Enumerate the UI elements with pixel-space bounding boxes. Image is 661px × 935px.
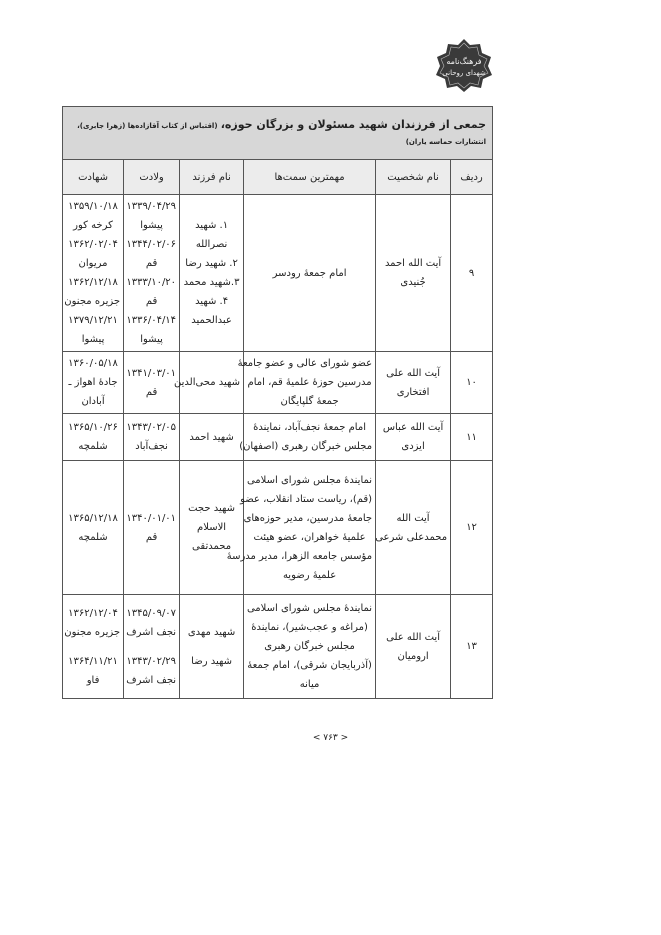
text-line: نجف‌آباد: [135, 441, 168, 452]
cell-child: [180, 595, 244, 699]
text-line: ۴. شهید: [195, 296, 229, 307]
spacer: [127, 642, 176, 652]
cell-child: [174, 352, 244, 414]
text-line: ۱۳۵۹/۱۰/۱۸: [68, 201, 118, 212]
logo-text-1: فرهنگ‌نامه: [446, 57, 482, 66]
cell-birth: [124, 195, 180, 352]
text-line: ۱۳۳۹/۰۴/۲۹: [126, 201, 177, 212]
text-line: شهید حجت: [188, 503, 235, 514]
text-line: شلمچه: [78, 531, 108, 543]
logo-text-2: شهدای روحانی: [442, 69, 486, 77]
cell-radif: ۹: [451, 195, 493, 352]
text-line: جزیره مجنون: [64, 626, 121, 638]
cell-radif: ۱۰: [451, 352, 493, 414]
text-line: ۱۳۴۵/۰۹/۰۷: [126, 607, 177, 619]
text-line: الاسلام: [197, 522, 227, 533]
text-line: (قم)، ریاست ستاد انقلاب، عضو: [240, 493, 373, 505]
text-line: پیشوا: [81, 334, 105, 345]
cell-name: [376, 352, 451, 414]
spacer: [183, 642, 240, 652]
text-line: محمدتقی: [192, 541, 232, 552]
text-line: فاو: [86, 674, 100, 686]
table-title: جمعی از فرزندان شهید مسئولان و بزرگان حوزه،: [220, 117, 487, 131]
table-row: [63, 195, 493, 352]
text-line: ۱۳۴۳/۰۲/۲۹: [126, 655, 177, 667]
table-row: [63, 414, 493, 461]
martyrs-table: [62, 106, 493, 699]
cell-child: [180, 461, 244, 595]
text-line: ۱۳۶۵/۱۰/۲۶: [68, 422, 118, 433]
cell-radif: ۱۱: [451, 414, 493, 461]
text-line: قم: [145, 531, 158, 543]
cell-martyrdom: [63, 414, 124, 461]
cell-name: [376, 461, 451, 595]
text-line: شهید مهدی: [187, 626, 236, 638]
cell-posts: [226, 461, 376, 595]
martyrs-table-container: [62, 106, 492, 699]
text-line: ۱۳۶۲/۰۲/۰۴: [68, 239, 118, 250]
header-name: نام شخصیت: [376, 160, 451, 195]
text-line: آیت الله علی: [386, 367, 440, 379]
text-line: نجف اشرف: [126, 674, 177, 686]
table-row: [63, 352, 493, 414]
text-line: ۱۳۳۳/۱۰/۲۰: [126, 277, 177, 288]
text-line: شهید محی‌الدین: [174, 377, 241, 388]
text-line: قم: [145, 258, 158, 269]
text-line: افتخاری: [396, 386, 430, 398]
header-martyrdom: شهادت: [63, 160, 124, 195]
logo-emblem: [434, 38, 494, 92]
cell-name: [376, 595, 451, 699]
text-line: آیت الله: [396, 512, 430, 524]
text-line: ۱۳۴۱/۰۳/۰۱: [126, 367, 177, 379]
text-line: جامعهٔ مدرسین، مدیر حوزه‌های: [243, 512, 373, 524]
text-line: ۱۳۶۲/۱۲/۰۴: [68, 607, 118, 619]
text-line: قم: [145, 296, 158, 307]
text-line: نمایندهٔ مجلس شورای اسلامی: [246, 474, 373, 486]
cell-birth: [124, 414, 180, 461]
text-line: ۱۳۶۴/۱۱/۲۱: [68, 655, 118, 667]
text-line: ۱۳۶۰/۰۵/۱۸: [68, 358, 118, 369]
text-line: جُنیدی: [400, 277, 426, 288]
cell-name: [376, 414, 451, 461]
table-title-cell: [63, 107, 493, 160]
text-line: عضو شورای عالی و عضو جامعهٔ: [237, 358, 373, 369]
cell-martyrdom: [63, 195, 124, 352]
header-posts: مهمترین سمت‌ها: [244, 160, 376, 195]
text-line: شهید احمد: [189, 431, 234, 443]
text-line: ۱۳۴۰/۰۱/۰۱: [126, 512, 177, 524]
text-line: ۱۳۴۳/۰۲/۰۵: [126, 422, 177, 433]
table-row: [63, 461, 493, 595]
cell-posts: [244, 195, 376, 352]
text-line: کرخه کور: [73, 220, 113, 231]
text-line: امام جمعهٔ رودسر: [272, 267, 347, 279]
text-line: علمیهٔ خواهران، عضو هیئت: [253, 531, 366, 543]
text-line: نصرالله: [195, 239, 228, 250]
cell-radif: ۱۳: [451, 595, 493, 699]
text-line: (مراغه و عجب‌شیر)، نمایندهٔ: [251, 622, 368, 633]
cell-martyrdom: [63, 352, 124, 414]
cell-birth: [124, 595, 180, 699]
text-line: ۱. شهید: [195, 220, 229, 231]
cell-martyrdom: [63, 595, 124, 699]
table-header-row: [63, 160, 493, 195]
cell-child: [180, 195, 244, 352]
text-line: ۱۳۶۲/۱۲/۱۸: [68, 277, 118, 288]
cell-martyrdom: [63, 461, 124, 595]
text-line: آیت الله علی: [386, 631, 440, 643]
cell-posts: [237, 352, 376, 414]
text-line: آیت الله عباس: [382, 422, 444, 433]
cell-birth: [124, 461, 180, 595]
spacer: [66, 642, 120, 652]
text-line: آبادان: [81, 396, 105, 407]
text-line: ۱۳۶۵/۱۲/۱۸: [68, 512, 118, 524]
cell-posts: [244, 595, 376, 699]
text-line: قم: [145, 386, 158, 398]
header-child: نام فرزند: [180, 160, 244, 195]
text-line: مریوان: [78, 258, 108, 269]
text-line: شلمچه: [78, 441, 108, 452]
cell-birth: [124, 352, 180, 414]
table-title-row: [63, 107, 493, 160]
text-line: ۱۳۳۶/۰۴/۱۴: [126, 315, 177, 326]
text-line: مجلس خبرگان رهبری: [264, 641, 355, 652]
text-line: مدرسین حوزهٔ علمیهٔ قم، امام: [247, 377, 372, 388]
text-line: ۱۳۴۴/۰۲/۰۶: [126, 239, 177, 250]
text-line: شهید رضا: [191, 655, 232, 667]
text-line: مجلس خبرگان رهبری (اصفهان): [239, 441, 373, 452]
text-line: جمعهٔ گلپایگان: [280, 396, 339, 407]
cell-radif: ۱۲: [451, 461, 493, 595]
cell-name: [376, 195, 451, 352]
text-line: نجف اشرف: [126, 626, 177, 638]
text-line: پیشوا: [140, 334, 163, 345]
text-line: (آذربایجان شرقی)، امام جمعهٔ: [247, 660, 372, 671]
header-radif: ردیف: [451, 160, 493, 195]
cell-posts: [239, 414, 376, 461]
text-line: امام جمعهٔ نجف‌آباد، نمایندهٔ: [253, 422, 366, 433]
text-line: ۳.شهید محمد: [183, 277, 240, 288]
table-source: (اقتباس از کتاب آقازاده‌ها (زهرا جابری)، انتشارات حماسه یاران): [77, 121, 487, 146]
text-line: نمایندهٔ مجلس شورای اسلامی: [246, 603, 373, 614]
text-line: ۲. شهید رضا: [185, 258, 238, 269]
text-line: جزیره مجنون: [64, 296, 121, 307]
text-line: محمدعلی شرعی: [375, 531, 448, 543]
text-line: ارومیان: [397, 650, 429, 662]
text-line: آیت الله احمد: [384, 258, 442, 269]
text-line: ایزدی: [401, 441, 425, 452]
page-number: < ۷۶۳ >: [312, 733, 349, 743]
text-line: میانه: [299, 679, 320, 690]
text-line: پیشوا: [140, 220, 163, 231]
text-line: علمیهٔ رضویه: [282, 569, 337, 581]
table-row: [63, 595, 493, 699]
text-line: ۱۳۷۹/۱۲/۲۱: [68, 315, 118, 326]
text-line: عبدالحمید: [191, 315, 232, 326]
text-line: جادهٔ اهواز ـ: [68, 377, 118, 388]
header-birth: ولادت: [124, 160, 180, 195]
text-line: مؤسس جامعه الزهرا، مدیر مدرسهٔ: [226, 550, 373, 562]
cell-child: [180, 414, 244, 461]
